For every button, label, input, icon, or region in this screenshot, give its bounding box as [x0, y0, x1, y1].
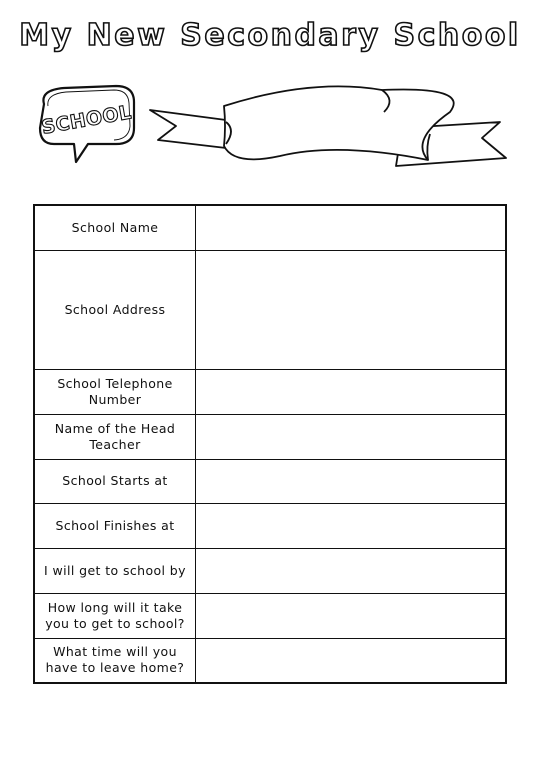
table-row [34, 593, 506, 638]
table-row [34, 369, 506, 414]
table-row [34, 638, 506, 683]
label-travel-duration: How long will it take you to get to school? [34, 593, 196, 638]
label-school-address: School Address [34, 250, 196, 369]
table-row [34, 414, 506, 459]
answer-field-leave-home-time[interactable] [196, 638, 507, 683]
answer-field-school-name[interactable] [196, 205, 507, 250]
answer-field-travel-duration[interactable] [196, 593, 507, 638]
school-speech-bubble-icon [40, 86, 134, 162]
table-row [34, 503, 506, 548]
table-row [34, 205, 506, 250]
label-school-finishes: School Finishes at [34, 503, 196, 548]
school-badge-text: SCHOOL [39, 101, 134, 139]
table-row [34, 459, 506, 503]
label-school-starts: School Starts at [34, 459, 196, 503]
answer-field-school-finishes[interactable] [196, 503, 507, 548]
table-row [34, 250, 506, 369]
page-title: My New Secondary School [19, 18, 521, 53]
answer-field-school-starts[interactable] [196, 459, 507, 503]
header-decoration [30, 82, 510, 178]
answer-field-travel-method[interactable] [196, 548, 507, 593]
answer-field-school-telephone[interactable] [196, 369, 507, 414]
label-leave-home-time: What time will you have to leave home? [34, 638, 196, 683]
label-head-teacher: Name of the Head Teacher [34, 414, 196, 459]
school-info-form [33, 204, 507, 684]
label-travel-method: I will get to school by [34, 548, 196, 593]
answer-field-head-teacher[interactable] [196, 414, 507, 459]
banner-ribbon-icon [150, 86, 506, 166]
answer-field-school-address[interactable] [196, 250, 507, 369]
label-school-name: School Name [34, 205, 196, 250]
table-row [34, 548, 506, 593]
label-school-telephone: School Telephone Number [34, 369, 196, 414]
